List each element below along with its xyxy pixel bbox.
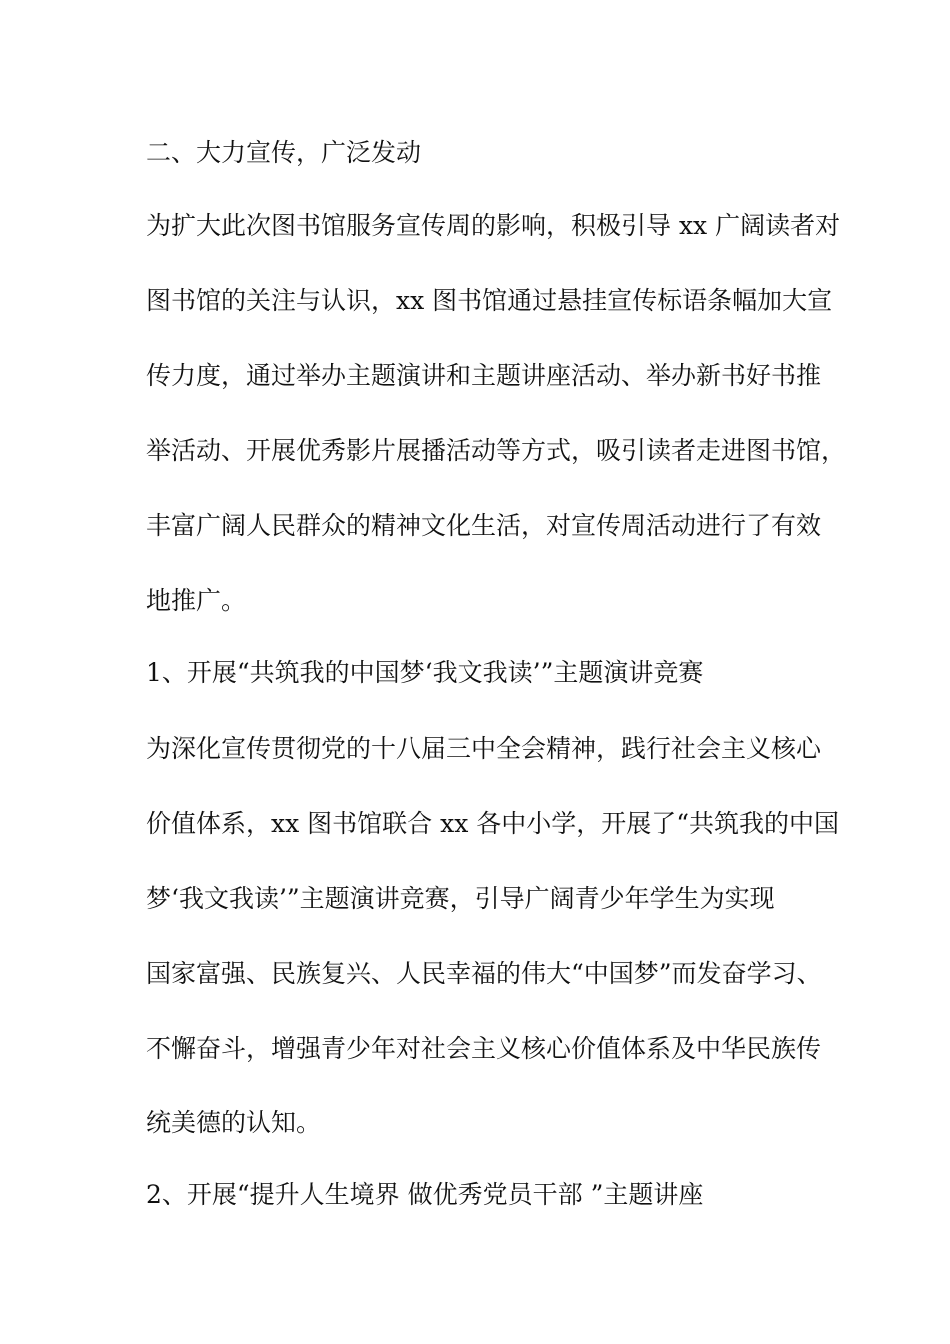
paragraph-line: 图书馆的关注与认识，xx 图书馆通过悬挂宣传标语条幅加大宣 <box>146 286 833 315</box>
subsection-heading: 1、开展“共筑我的中国梦‘我文我读’”主题演讲竞赛 <box>146 658 704 687</box>
paragraph-line: 不懈奋斗，增强青少年对社会主义核心价值体系及中华民族传 <box>146 1034 822 1063</box>
paragraph-line: 举活动、开展优秀影片展播活动等方式，吸引读者走进图书馆， <box>146 436 847 465</box>
paragraph-line: 地推广。 <box>146 586 247 615</box>
paragraph-line: 国家富强、民族复兴、人民幸福的伟大“中国梦”而发奋学习、 <box>146 959 822 988</box>
paragraph-line: 传力度，通过举办主题演讲和主题讲座活动、举办新书好书推 <box>146 361 822 390</box>
paragraph-line: 为扩大此次图书馆服务宣传周的影响，积极引导 xx 广阔读者对 <box>146 211 841 240</box>
paragraph-line: 梦‘我文我读’”主题演讲竞赛，引导广阔青少年学生为实现 <box>146 884 775 913</box>
paragraph-line: 丰富广阔人民群众的精神文化生活，对宣传周活动进行了有效 <box>146 511 822 540</box>
paragraph-line: 价值体系，xx 图书馆联合 xx 各中小学，开展了“共筑我的中国 <box>146 809 840 838</box>
paragraph-line: 为深化宣传贯彻党的十八届三中全会精神，践行社会主义核心 <box>146 734 822 763</box>
subsection-heading: 2、开展“提升人生境界 做优秀党员干部 ”主题讲座 <box>146 1180 704 1209</box>
paragraph-line: 统美德的认知。 <box>146 1108 322 1137</box>
section-heading: 二、大力宣传，广泛发动 <box>146 138 422 167</box>
